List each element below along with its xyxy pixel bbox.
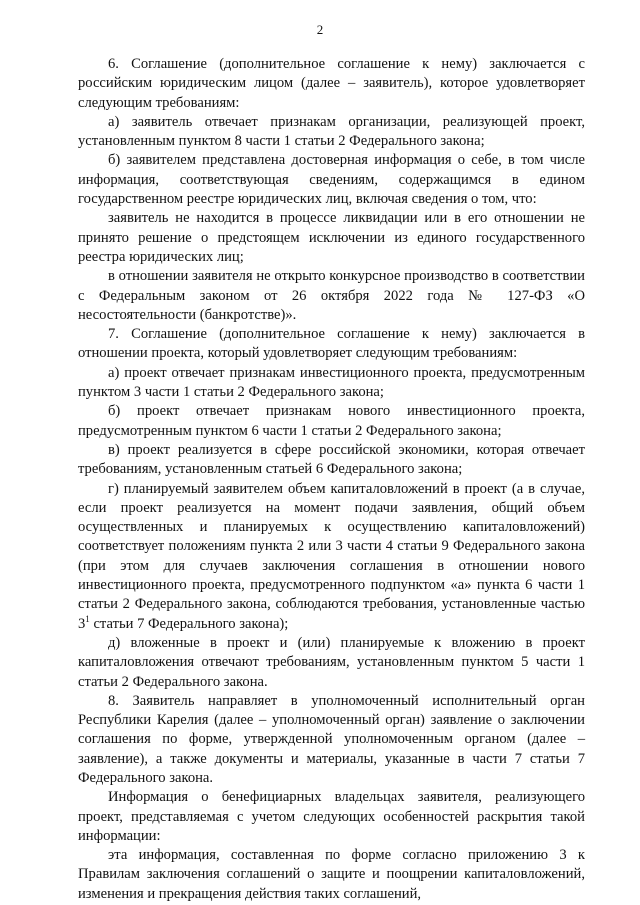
paragraph-7-v: в) проект реализуется в сфере российской экономики, которая отвечает требованиям, установленным статьей 6 Федерального закона; <box>78 441 585 478</box>
paragraph-6-b-liquidation: заявитель не находится в процессе ликвидации или в его отношении не принято решение о предстоящем исключении из единого государственного реестра юридических лиц; <box>78 210 585 265</box>
paragraph-6-b: б) заявителем представлена достоверная информация о себе, в том числе информация, соответствующая сведениям, содержащимся в едином государственном реестре юридических лиц, включая сведения о том, что: <box>78 152 585 208</box>
paragraph-8: 8. Заявитель направляет в уполномоченный исполнительный орган Республики Карелия (далее – уполномоченный орган) заявление о заключении соглашения по форме, утвержденной уполномоченным органом (далее – заявление), а также документы и материалы, указанные в части 7 статьи 7 Федерального закона. <box>78 692 585 786</box>
paragraph-6-b-bankruptcy: в отношении заявителя не открыто конкурсное производство в соответствии с Федеральным законом от 26 октября 2022 года № 127-ФЗ «О несостоятельности (банкротстве)». <box>78 268 585 323</box>
paragraph-7: 7. Соглашение (дополнительное соглашение к нему) заключается в отношении проекта, который удовлетворяет следующим требованиям: <box>78 326 585 362</box>
paragraph-7-b: б) проект отвечает признакам нового инвестиционного проекта, предусмотренным пунктом 6 части 1 статьи 2 Федерального закона; <box>78 403 585 439</box>
superscript: 1 <box>85 613 90 624</box>
document-body <box>78 55 585 904</box>
paragraph-beneficiary-info: Информация о бенефициарных владельцах заявителя, реализующего проект, представляемая с учетом следующих особенностей раскрытия такой информации: <box>78 789 585 844</box>
paragraph-7-d: д) вложенные в проект и (или) планируемые к вложению в проект капиталовложения отвечают требованиям, установленным пунктом 5 части 1 статьи 2 Федерального закона. <box>78 634 585 690</box>
paragraph-7-g <box>78 480 585 634</box>
paragraph-6: 6. Соглашение (дополнительное соглашение к нему) заключается с российским юридическим лицом (далее – заявитель), которое удовлетворяет следующим требованиям: <box>78 56 585 111</box>
paragraph-info-form: эта информация, составленная по форме согласно приложению 3 к Правилам заключения соглашений о защите и поощрении капиталовложений, изменения и прекращения действия таких соглашений, <box>78 847 585 902</box>
page-number: 2 <box>316 22 324 37</box>
paragraph-7-g-tail: статьи 7 Федерального закона); <box>89 615 289 632</box>
paragraph-6-a: а) заявитель отвечает признакам организации, реализующей проект, установленным пунктом 8 части 1 статьи 2 Федерального закона; <box>78 113 585 150</box>
paragraph-7-a: а) проект отвечает признакам инвестиционного проекта, предусмотренным пунктом 3 части 1 статьи 2 Федерального закона; <box>78 364 585 401</box>
paragraph-7-g-text: г) планируемый заявителем объем капиталовложений в проект (а в случае, если проект реализуется на момент подачи заявления, общий объем осуществленных и планируемых к осуществлению капиталовложений) соответствует положениям пункта 2 или 3 части 4 статьи 9 Федерального закона (при этом для случаев заключения соглашения в отношении нового инвестиционного проекта, предусмотренного подпунктом «а» пункта 6 части 1 статьи 2 Федерального закона, соблюдаются требования, установленные частью 3 <box>78 480 585 632</box>
